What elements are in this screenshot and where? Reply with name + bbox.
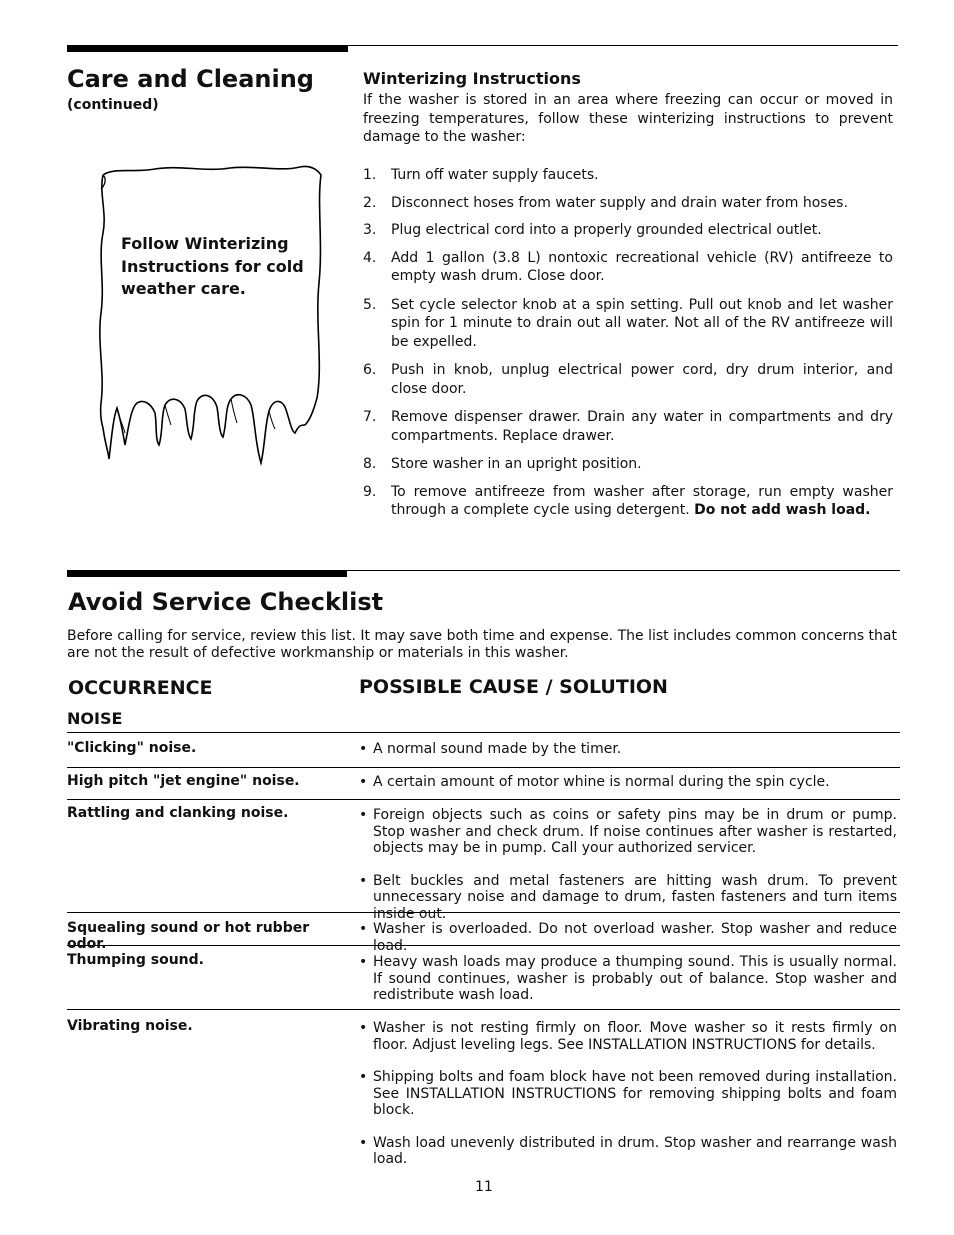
winterizing-step: 7. Remove dispenser drawer. Drain any water in compartments and dry compartments. Replace drawer. — [363, 409, 893, 444]
care-continued: (continued) — [67, 97, 159, 113]
solution-item: • Heavy wash loads may produce a thumping sound. This is usually normal. If sound continues, washer is probably out of balance. Stop washer and redistribute wash load. — [359, 954, 897, 1004]
winterizing-step: 5. Set cycle selector knob at a spin setting. Pull out knob and let washer spin for 1 minute to drain out all water. Not all of the RV antifreeze will be expelled. — [363, 296, 893, 350]
winterizing-callout: Follow Winterizing Instructions for cold weather care. — [121, 234, 304, 298]
care-title: Care and Cleaning — [67, 65, 314, 93]
solution-cell — [359, 1020, 897, 1168]
solution-column-header: POSSIBLE CAUSE / SOLUTION — [359, 676, 668, 698]
section-rule-thin — [347, 570, 900, 571]
solution-item: • Shipping bolts and foam block have not been removed during installation. See INSTALLATION INSTRUCTIONS for removing shipping bolts and foam block. — [359, 1069, 897, 1119]
checklist-title: Avoid Service Checklist — [68, 588, 384, 616]
winterizing-steps — [363, 166, 893, 520]
section-rule-thick — [67, 570, 347, 577]
solution-cell — [359, 774, 897, 791]
solution-cell — [359, 921, 897, 954]
solution-item: • Foreign objects such as coins or safety pins may be in drum or pump. Stop washer and check drum. If noise continues after washer is restarted, objects may be in pump. Call your authorized servicer. — [359, 807, 897, 857]
occurrence-cell: Vibrating noise. — [67, 1018, 193, 1034]
occurrence-cell: Rattling and clanking noise. — [67, 805, 289, 821]
occurrence-cell: Thumping sound. — [67, 952, 204, 968]
checklist-intro: Before calling for service, review this list. It may save both time and expense. The list includes common concerns that are not the result of defective workmanship or materials in this washer. — [67, 628, 897, 661]
solution-item: • Washer is overloaded. Do not overload washer. Stop washer and reduce load. — [359, 921, 897, 954]
winterizing-step: 3. Plug electrical cord into a properly grounded electrical outlet. — [363, 222, 822, 238]
table-rule — [67, 799, 900, 800]
solution-item: • Wash load unevenly distributed in drum. Stop washer and rearrange wash load. — [359, 1135, 897, 1168]
noise-section-label: NOISE — [67, 709, 123, 728]
winterizing-step: 8. Store washer in an upright position. — [363, 456, 642, 472]
winterizing-step: 9. To remove antifreeze from washer after storage, run empty washer through a complete cycle using detergent. Do not add wash load. — [363, 483, 893, 518]
table-rule — [67, 767, 900, 768]
solution-cell — [359, 807, 897, 922]
page-number: 11 — [475, 1179, 493, 1195]
winterizing-heading: Winterizing Instructions — [363, 69, 581, 88]
winterizing-intro: If the washer is stored in an area where freezing can occur or moved in freezing temperatures, follow these winterizing instructions to prevent damage to the washer: — [363, 92, 893, 145]
solution-item: • Belt buckles and metal fasteners are hitting wash drum. To prevent unnecessary noise and damage to drum, fasten fasteners and turn items inside out. — [359, 873, 897, 923]
solution-item: • Washer is not resting firmly on floor. Move washer so it rests firmly on floor. Adjust leveling legs. See INSTALLATION INSTRUCTIONS for details. — [359, 1020, 897, 1053]
table-rule — [67, 732, 900, 733]
solution-item: • A certain amount of motor whine is normal during the spin cycle. — [359, 774, 897, 791]
solution-cell — [359, 741, 897, 758]
frozen-scroll-illustration — [95, 163, 325, 468]
table-rule — [67, 1009, 900, 1010]
winterizing-step: 2. Disconnect hoses from water supply and drain water from hoses. — [363, 194, 848, 211]
section-rule-thin — [348, 45, 898, 46]
solution-item: • A normal sound made by the timer. — [359, 741, 897, 758]
warning-text: Do not add wash load. — [694, 502, 871, 518]
winterizing-step: 4. Add 1 gallon (3.8 L) nontoxic recreational vehicle (RV) antifreeze to empty wash drum. Close door. — [363, 249, 893, 284]
occurrence-cell: "Clicking" noise. — [67, 740, 197, 756]
winterizing-step: 1. Turn off water supply faucets. — [363, 167, 599, 183]
occurrence-column-header: OCCURRENCE — [68, 677, 213, 699]
occurrence-cell: Squealing sound or hot rubber odor. — [67, 920, 310, 952]
occurrence-cell: High pitch "jet engine" noise. — [67, 773, 300, 789]
winterizing-step: 6. Push in knob, unplug electrical power cord, dry drum interior, and close door. — [363, 362, 893, 397]
solution-cell — [359, 954, 897, 1004]
section-rule-thick — [67, 45, 348, 52]
